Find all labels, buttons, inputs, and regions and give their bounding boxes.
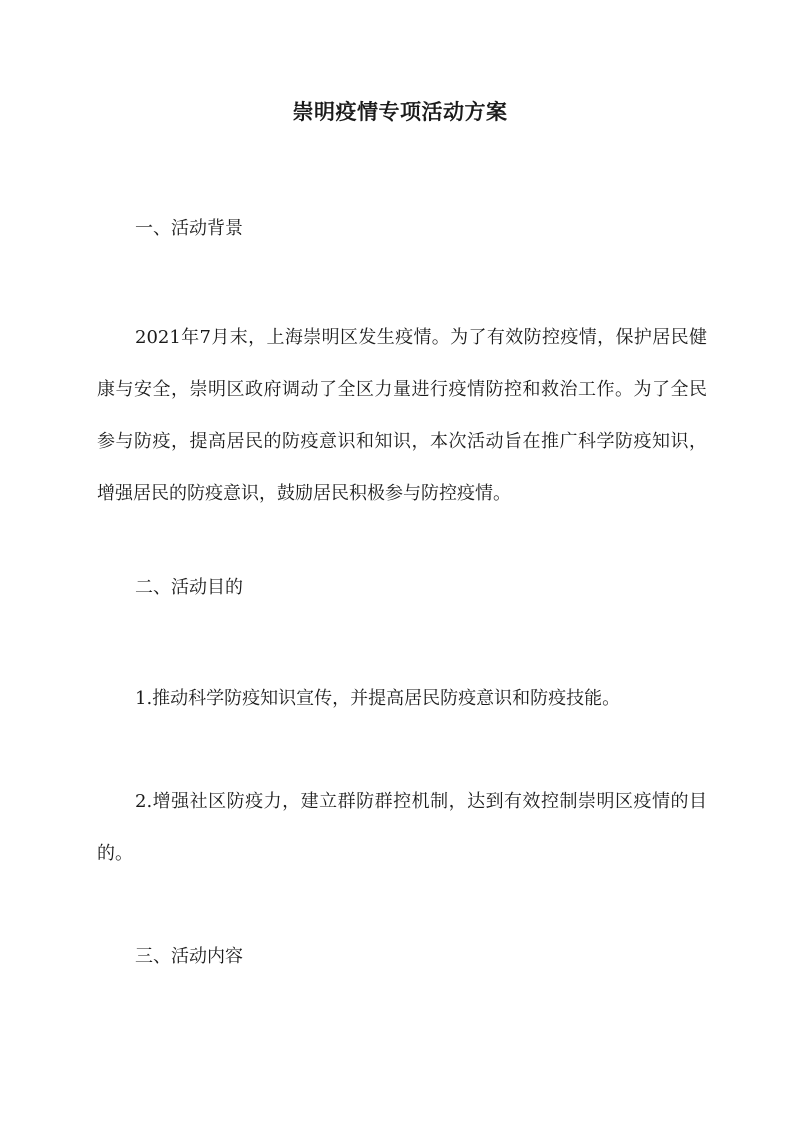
document-title: 崇明疫情专项活动方案 [292,99,508,124]
section-heading-content: 三、活动内容 [135,946,243,967]
background-paragraph: 2021年7月末，上海崇明区发生疫情。为了有效防控疫情，保护居民健康与安全，崇明区政府调动了全区力量进行疫情防控和救治工作。为了全民参与防疫，提高居民的防疫意识和知识，本次活动旨在推广科学防疫知识，增强居民的防疫意识，鼓励居民积极参与防控疫情。 [97,327,707,504]
section-heading-background: 一、活动背景 [135,218,243,239]
purpose-item-1: 1.推动科学防疫知识宣传，并提高居民防疫意识和防疫技能。 [135,688,621,709]
purpose-item-2: 2.增强社区防疫力，建立群防群控机制，达到有效控制崇明区疫情的目的。 [97,791,707,864]
section-heading-purpose: 二、活动目的 [135,577,243,598]
